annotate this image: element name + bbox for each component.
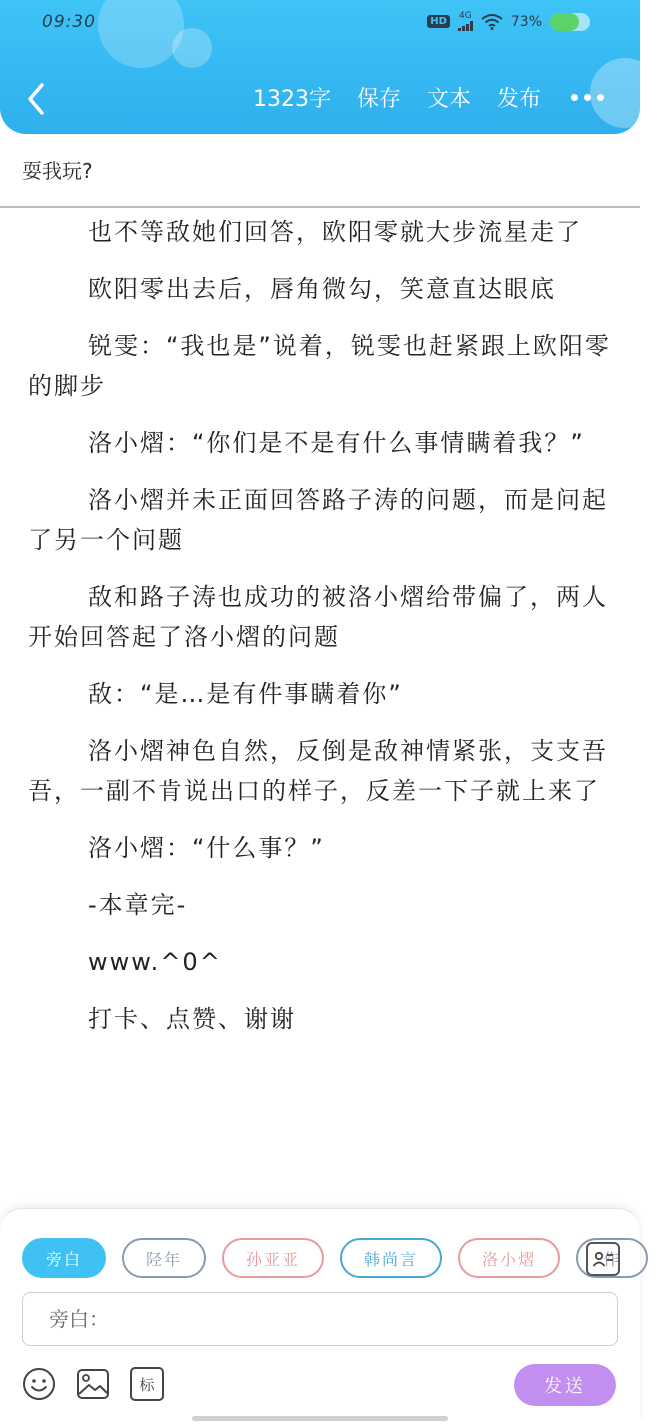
- role-chip[interactable]: 洛小熠: [458, 1238, 560, 1278]
- network-type: 4G: [459, 11, 472, 21]
- story-paragraph: 欧阳零出去后，唇角微勾，笑意直达眼底: [88, 275, 556, 303]
- story-paragraph: 敌和路子涛也成功的被洛小熠给带偏了，两人开始回答起了洛小熠的问题: [28, 583, 608, 651]
- story-paragraph: 洛小熠神色自然，反倒是敌神情紧张，支支吾吾，一副不肯说出口的样子，反差一下子就上来了: [28, 737, 608, 805]
- story-content[interactable]: [28, 212, 618, 1207]
- roster-button[interactable]: [586, 1242, 620, 1276]
- more-dot-icon: [571, 94, 578, 101]
- role-chip-list: [22, 1238, 622, 1280]
- chapter-title[interactable]: 耍我玩?: [22, 159, 93, 183]
- story-paragraph: 洛小熠：“你们是不是有什么事情瞒着我？”: [88, 429, 585, 457]
- battery-fill: [550, 13, 579, 31]
- chevron-left-icon: [26, 82, 46, 116]
- tag-button[interactable]: [130, 1367, 164, 1401]
- composer-panel: [0, 1208, 640, 1422]
- role-chip[interactable]: 韩尚言: [340, 1238, 442, 1278]
- story-paragraph: 敌：“是…是有件事瞒着你”: [88, 680, 403, 708]
- more-options-button[interactable]: [571, 94, 604, 101]
- message-input-box[interactable]: [22, 1292, 618, 1346]
- role-chip[interactable]: 旁白: [22, 1238, 106, 1278]
- battery-icon: [550, 13, 590, 31]
- battery-percent: 73%: [510, 13, 542, 30]
- decor-bubble: [172, 28, 212, 68]
- more-dot-icon: [597, 94, 604, 101]
- tag-icon: 标: [139, 1375, 155, 1394]
- story-paragraph: 打卡、点赞、谢谢: [88, 1005, 296, 1033]
- story-paragraph: -本章完-: [88, 891, 188, 919]
- contact-card-icon: [591, 1248, 615, 1270]
- role-chip[interactable]: 陉年: [122, 1238, 206, 1278]
- signal-icon: [458, 12, 473, 31]
- publish-button[interactable]: 发布: [496, 87, 541, 112]
- send-button[interactable]: 发送: [514, 1364, 616, 1406]
- story-paragraph: 洛小熠：“什么事？”: [88, 834, 325, 862]
- smile-icon: [22, 1367, 56, 1401]
- status-time: 09:30: [42, 12, 96, 32]
- home-indicator[interactable]: [192, 1416, 448, 1421]
- emoji-button[interactable]: [22, 1367, 56, 1401]
- top-header: [0, 0, 640, 134]
- text-button[interactable]: 文本: [426, 87, 471, 112]
- image-button[interactable]: [76, 1367, 110, 1401]
- status-icons: [427, 12, 590, 31]
- image-icon: [76, 1368, 110, 1400]
- editor-toolbar: [253, 82, 604, 113]
- role-chip[interactable]: 作: [576, 1238, 648, 1278]
- story-paragraph: 也不等敌她们回答，欧阳零就大步流星走了: [88, 218, 582, 246]
- save-button[interactable]: 保存: [356, 87, 401, 112]
- story-paragraph: 洛小熠并未正面回答路子涛的问题，而是问起了另一个问题: [28, 486, 608, 554]
- hd-badge: HD: [427, 15, 450, 28]
- wifi-icon: [481, 14, 503, 30]
- message-input[interactable]: [49, 1307, 591, 1331]
- role-chip[interactable]: 孙亚亚: [222, 1238, 324, 1278]
- back-button[interactable]: [22, 80, 50, 118]
- story-paragraph: 锐雯：“我也是”说着，锐雯也赶紧跟上欧阳零的脚步: [28, 332, 611, 400]
- story-paragraph: www.^0^: [88, 948, 222, 976]
- decor-bubble: [98, 0, 184, 68]
- more-dot-icon: [584, 94, 591, 101]
- title-divider: [0, 206, 640, 208]
- composer-tools: [22, 1367, 164, 1401]
- word-count: 1323字: [252, 87, 331, 112]
